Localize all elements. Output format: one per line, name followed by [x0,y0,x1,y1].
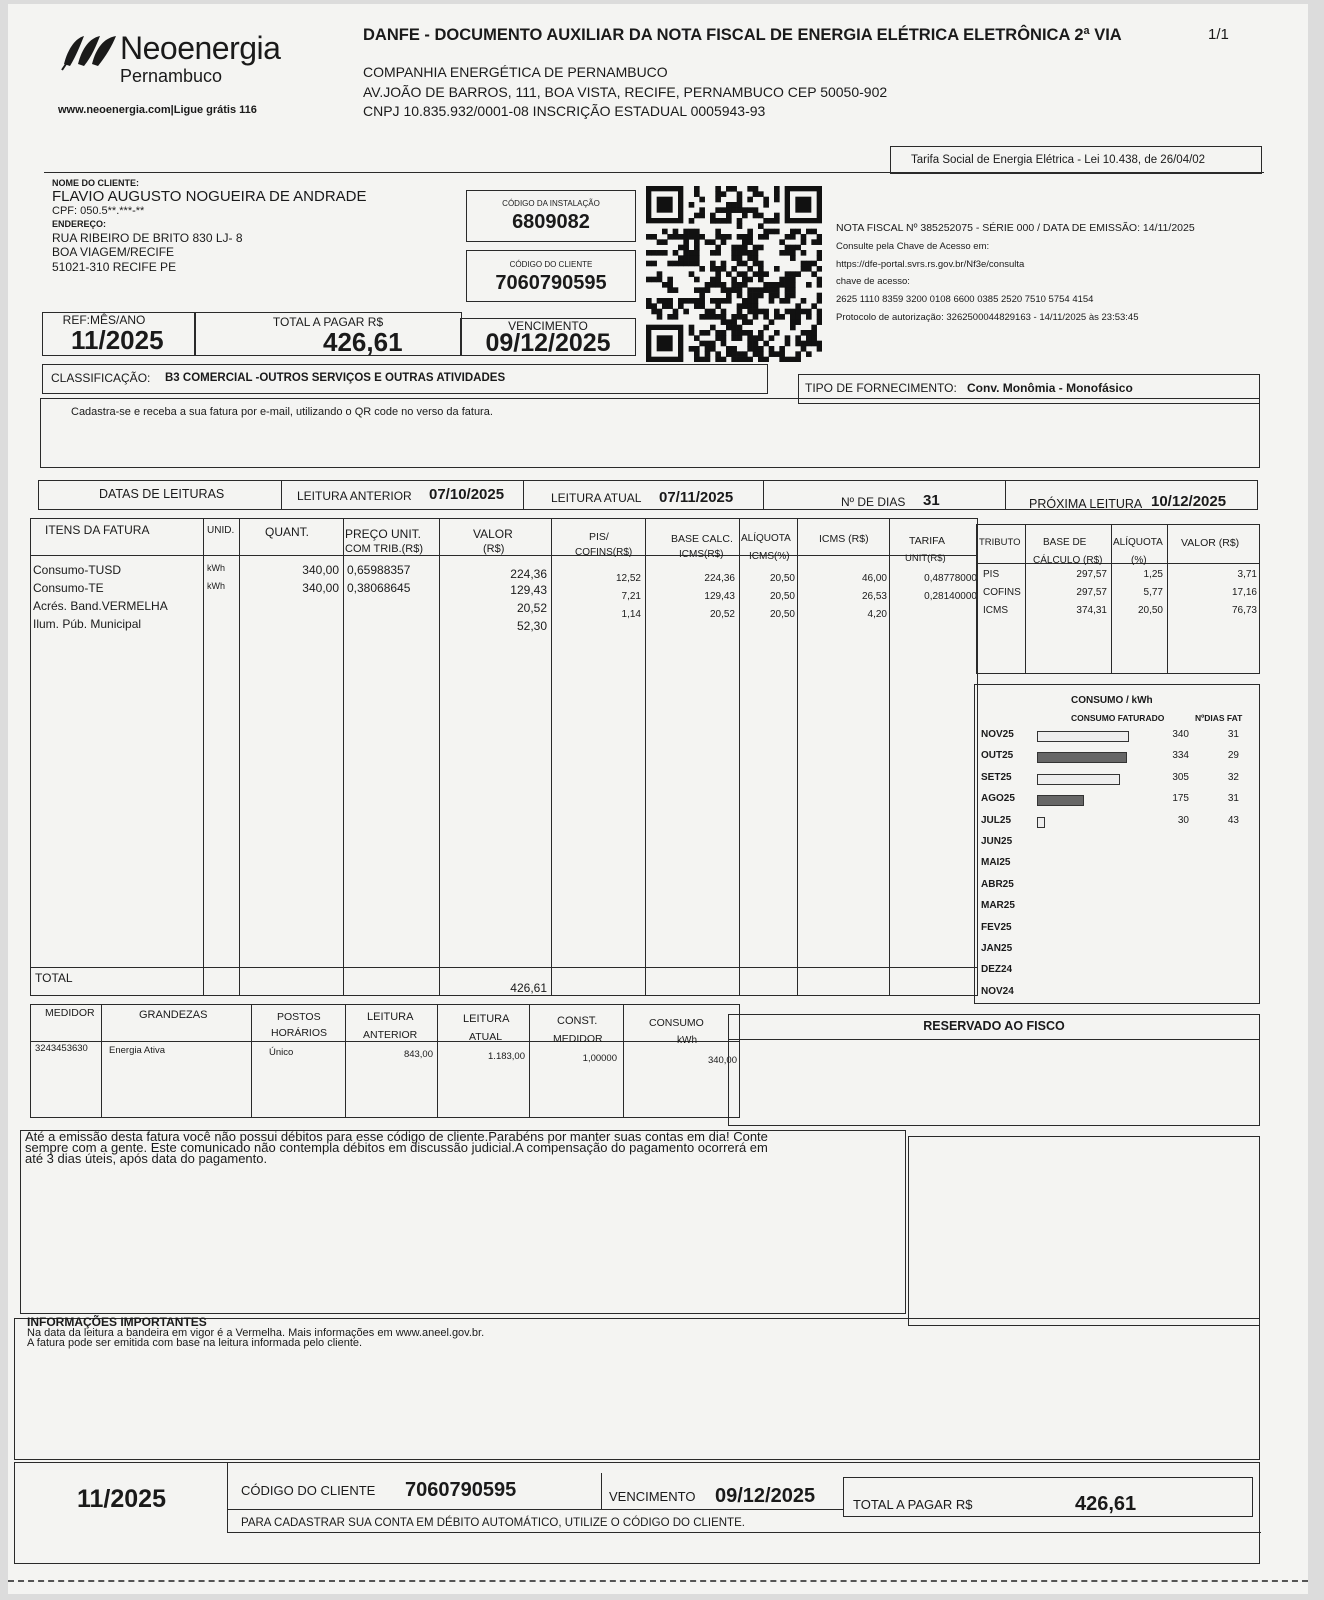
tariff-note-box [890,146,1262,174]
neoenergia-logo [60,26,300,86]
th-tarifa-1: TARIFA [909,535,945,547]
footer-total: 426,61 [1075,1493,1137,1515]
th-pis-2: COFINS(R$) [575,547,633,558]
th-cons-1: CONSUMO [649,1017,704,1029]
item-cell-price: 0,38068645 [347,581,411,595]
tributo-cell-base: 374,31 [1076,605,1107,616]
consumo-month: DEZ24 [981,964,1013,976]
brand-name: Neoenergia [120,30,281,66]
ref-box [42,312,196,356]
item-cell-value: 52,30 [516,619,547,633]
consumo-col-2: NºDIAS FAT [1195,713,1243,723]
client-address-1: RUA RIBEIRO DE BRITO 830 LJ- 8 [52,231,243,245]
supply-value: Conv. Monômia - Monofásico [967,381,1133,395]
consumo-month: NOV24 [981,985,1014,997]
consumo-month: NOV25 [981,729,1014,740]
consumo-month: JAN25 [981,943,1013,954]
consumo-month: FEV25 [981,921,1012,933]
nota-line-2: Consulte pela Chave de Acesso em: [836,240,990,252]
item-cell-icms: 46,00 [861,573,887,584]
footer-note: PARA CADASTRAR SUA CONTA EM DÉBITO AUTOMÁTICO, UTILIZE O CÓDIGO DO CLIENTE. [241,1517,745,1529]
header-rule [44,172,1264,173]
items-total-label: TOTAL [35,971,73,985]
tariff-note: Tarifa Social de Energia Elétrica - Lei 10.438, de 26/04/02 [911,154,1206,166]
consumo-title: CONSUMO / kWh [1071,695,1153,706]
th-aliq-2: ICMS(%) [749,551,790,562]
total-box [194,312,462,356]
consumo-month: ABR25 [981,878,1014,890]
nota-line-1: NOTA FISCAL Nº 385252075 - SÉRIE 000 / DATA DE EMISSÃO: 14/11/2025 [836,222,1195,234]
th-ant-1: LEITURA [367,1011,414,1023]
nota-line-6: Protocolo de autorização: 3262500044829163 - 14/11/2025 às 23:53:45 [836,311,1139,323]
tributo-cell-name: ICMS [983,605,1008,616]
tributo-cell-valor: 3,71 [1237,569,1257,580]
client-name-label: NOME DO CLIENTE: [52,178,139,188]
footer-total-label: TOTAL A PAGAR R$ [853,1497,973,1512]
tributo-cell-base: 297,57 [1076,587,1107,598]
item-cell-value: 129,43 [510,583,547,597]
brand-site: www.neoenergia.com|Ligue grátis 116 [58,104,257,116]
consumo-month: JUL25 [981,814,1012,826]
th-trib-base-2: CÁLCULO (R$) [1033,555,1103,566]
message-line-2: sempre com a gente. Este comunicado não contempla débitos em discussão judicial.A compensação do pagamento ocorrerá em [25,1140,768,1155]
consumo-kwh: 305 [1172,771,1189,783]
footer-client: 7060790595 [405,1479,517,1501]
th-value-1: VALOR [473,527,513,541]
info-line-2: A fatura pode ser emitida com base na leitura informada pelo cliente. [27,1337,363,1349]
item-cell-pis: 1,14 [621,609,641,620]
due-box [460,318,636,356]
readings-dates-label: DATAS DE LEITURAS [99,487,225,501]
tributo-cell-aliq: 5,77 [1143,587,1163,598]
consumo-days: 31 [1227,729,1239,740]
tributo-cell-aliq: 1,25 [1143,569,1163,580]
consumo-days: 31 [1227,793,1239,805]
th-const-1: CONST. [557,1015,598,1027]
th-medidor: MEDIDOR [45,1007,95,1019]
th-postos-1: POSTOS [277,1011,321,1023]
fisco-label: RESERVADO AO FISCO [923,1019,1065,1033]
item-cell-qty: 340,00 [302,563,339,577]
consumo-kwh: 175 [1172,793,1189,805]
th-atual-1: LEITURA [463,1013,510,1025]
consumo-month: JUN25 [981,836,1013,847]
consumo-days: 32 [1227,771,1239,783]
th-postos-2: HORÁRIOS [271,1027,328,1039]
footer-due-label: VENCIMENTO [609,1489,696,1504]
installation-code-label: CÓDIGO DA INSTALAÇÃO [502,199,600,208]
footer-due: 09/12/2025 [715,1485,816,1507]
leaf-logo-icon [60,30,122,74]
brand-region: Pernambuco [120,66,223,86]
page-number: 1/1 [1208,26,1229,43]
classification-box [42,364,768,394]
readings-curr-label: LEITURA ATUAL [551,491,642,505]
consumo-bar [1037,795,1084,806]
tributo-cell-valor: 17,16 [1231,587,1257,598]
consumo-bar [1037,774,1120,785]
item-cell-tarifa: 0,48778000 [924,573,977,584]
items-total: 426,61 [510,981,547,995]
th-trib-base-1: BASE DE [1043,537,1087,548]
consumo-month: MAI25 [981,857,1011,869]
supply-label: TIPO DE FORNECIMENTO: [805,381,957,395]
cut-line [8,1580,1308,1582]
consumo-col-1: CONSUMO FATURADO [1071,713,1165,723]
th-price-2: COM TRIB.(R$) [345,543,424,555]
item-cell-qty: 340,00 [302,581,339,595]
readings-box [38,480,1258,510]
th-aliq-1: ALÍQUOTA [741,533,791,544]
th-trib-aliq-1: ALÍQUOTA [1113,537,1163,548]
meter-id: 3243453630 [35,1043,88,1054]
tributo-cell-name: COFINS [983,587,1021,598]
item-cell-icms: 4,20 [867,609,887,620]
readings-next: 10/12/2025 [1151,493,1227,510]
item-cell-base: 224,36 [704,573,735,584]
th-value-2: (R$) [483,543,505,555]
tributo-cell-base: 297,57 [1076,569,1107,580]
th-tarifa-2: UNIT(R$) [905,553,946,564]
item-cell-aliq: 20,50 [769,573,795,584]
th-tributo: TRIBUTO [979,537,1021,548]
readings-next-label: PRÓXIMA LEITURA [1029,497,1143,511]
meter-table [30,1004,740,1118]
item-cell-unit: kWh [207,563,225,573]
th-unit: UNID. [207,525,235,536]
item-cell-name: Ilum. Púb. Municipal [33,617,142,631]
ref-value: 11/2025 [71,325,164,355]
readings-curr: 07/11/2025 [659,489,734,506]
th-ant-2: ANTERIOR [363,1029,418,1041]
message-line-1: Até a emissão desta fatura você não possui débitos para esse código de cliente.Parabéns por manter suas contas em dia! Conte [25,1129,768,1144]
consumo-days: 29 [1227,750,1239,762]
meter-posto: Único [269,1047,294,1058]
company-cnpj: CNPJ 10.835.932/0001-08 INSCRIÇÃO ESTADUAL 0005943-93 [363,103,766,119]
consumo-kwh: 334 [1172,750,1189,762]
consumo-bar [1037,752,1127,763]
meter-const: 1,00000 [582,1053,617,1064]
tributo-cell-valor: 76,73 [1231,605,1257,616]
installation-code-box [466,190,636,242]
readings-prev: 07/10/2025 [429,486,505,503]
fisco-box [728,1014,1260,1126]
info-line-1: Na data da leitura a bandeira em vigor é a Vermelha. Mais informações em www.aneel.gov.br. [27,1327,485,1339]
item-cell-value: 224,36 [510,567,547,581]
item-cell-icms: 26,53 [861,591,887,602]
message-box [20,1130,906,1314]
readings-days-label: Nº DE DIAS [841,495,906,509]
tributos-table [976,524,1260,674]
th-price-1: PREÇO UNIT. [345,527,422,541]
consumo-days: 43 [1227,814,1239,826]
th-cons-2: kWh [677,1035,697,1046]
document-title: DANFE - DOCUMENTO AUXILIAR DA NOTA FISCAL DE ENERGIA ELÉTRICA ELETRÔNICA 2ª VIA [363,26,1122,44]
client-address-2: BOA VIAGEM/RECIFE [52,245,175,259]
company-address: AV.JOÃO DE BARROS, 111, BOA VISTA, RECIFE, PERNAMBUCO CEP 50050-902 [363,84,888,100]
ref-label: REF:MÊS/ANO [62,313,146,327]
consumo-month: OUT25 [981,750,1014,762]
th-base-2: ICMS(R$) [679,549,724,560]
notice-box [40,398,1260,468]
item-cell-pis: 7,21 [621,591,641,602]
consumo-kwh: 340 [1172,729,1189,740]
meter-ant: 843,00 [403,1049,433,1060]
footer-client-label: CÓDIGO DO CLIENTE [241,1483,376,1498]
th-trib-valor: VALOR (R$) [1181,537,1240,549]
client-address-3: 51021-310 RECIFE PE [52,260,177,274]
th-trib-aliq-2: (%) [1131,555,1147,566]
th-pis-1: PIS/ [589,531,609,543]
info-box [14,1315,1260,1460]
client-name: FLAVIO AUGUSTO NOGUEIRA DE ANDRADE [52,188,367,205]
consumo-month: MAR25 [981,900,1015,912]
tributo-cell-name: PIS [983,569,1000,580]
due-value: 09/12/2025 [485,329,611,357]
client-code: 7060790595 [495,272,607,294]
item-cell-name: Consumo-TUSD [33,563,122,577]
item-cell-base: 129,43 [704,591,735,602]
message-side-box [908,1136,1260,1326]
message-text [25,1131,768,1164]
item-cell-aliq: 20,50 [769,609,795,620]
notice-text: Cadastra-se e receba a sua fatura por e-mail, utilizando o QR code no verso da fatura. [71,406,493,418]
nota-line-4: chave de acesso: [836,276,910,288]
meter-atual: 1.183,00 [488,1051,525,1062]
info-title: INFORMAÇÕES IMPORTANTES [27,1315,207,1329]
message-line-3: até 3 dias úteis, após data do pagamento. [25,1151,268,1166]
classification-label: CLASSIFICAÇÃO: [51,371,151,385]
item-cell-pis: 12,52 [615,573,641,584]
client-cpf: CPF: 050.5**.***-** [52,205,145,217]
item-cell-aliq: 20,50 [769,591,795,602]
consumo-month: AGO25 [981,793,1015,805]
meter-grandeza: Energia Ativa [109,1045,165,1056]
meter-cons: 340,00 [707,1055,737,1066]
client-code-label: CÓDIGO DO CLIENTE [509,260,593,269]
footer-stub [14,1462,1260,1564]
installation-code: 6809082 [512,211,590,233]
consumo-bar [1037,731,1129,742]
nota-line-5: 2625 1110 8359 3200 0108 6600 0385 2520 7510 5754 4154 [836,294,1094,306]
item-cell-unit: kWh [207,581,225,591]
th-qty: QUANT. [265,525,310,539]
readings-days: 31 [923,492,940,509]
company-name: COMPANHIA ENERGÉTICA DE PERNAMBUCO [363,64,668,80]
due-label: VENCIMENTO [508,319,588,333]
th-const-2: MEDIDOR [553,1033,603,1045]
th-grandezas: GRANDEZAS [139,1009,208,1021]
qr-code-icon [646,186,822,362]
consumo-bar [1037,817,1045,828]
th-icms: ICMS (R$) [819,533,869,545]
client-code-box [466,250,636,302]
total-label: TOTAL A PAGAR R$ [272,315,384,329]
item-cell-name: Consumo-TE [33,581,104,595]
classification-value: B3 COMERCIAL -OUTROS SERVIÇOS E OUTRAS ATIVIDADES [165,372,506,384]
client-address-label: ENDEREÇO: [52,219,107,229]
item-cell-price: 0,65988357 [347,563,411,577]
consumo-history [974,684,1260,1004]
invoice-page [8,4,1308,1594]
nota-info [836,220,1195,327]
readings-prev-label: LEITURA ANTERIOR [297,489,412,503]
th-item: ITENS DA FATURA [45,523,150,537]
th-base-1: BASE CALC. [671,533,733,545]
item-cell-base: 20,52 [709,609,735,620]
nota-line-3[interactable]: https://dfe-portal.svrs.rs.gov.br/Nf3e/consulta [836,258,1025,270]
tributo-cell-aliq: 20,50 [1137,605,1163,616]
item-cell-tarifa: 0,28140000 [924,591,977,602]
th-atual-2: ATUAL [469,1031,503,1043]
consumo-month: SET25 [981,771,1012,783]
footer-ref: 11/2025 [77,1485,166,1513]
item-cell-value: 20,52 [516,601,547,615]
item-cell-name: Acrés. Band.VERMELHA [33,599,168,613]
items-table [30,518,978,996]
total-value: 426,61 [323,327,403,357]
consumo-kwh: 30 [1177,814,1189,826]
qr-code [646,186,822,362]
